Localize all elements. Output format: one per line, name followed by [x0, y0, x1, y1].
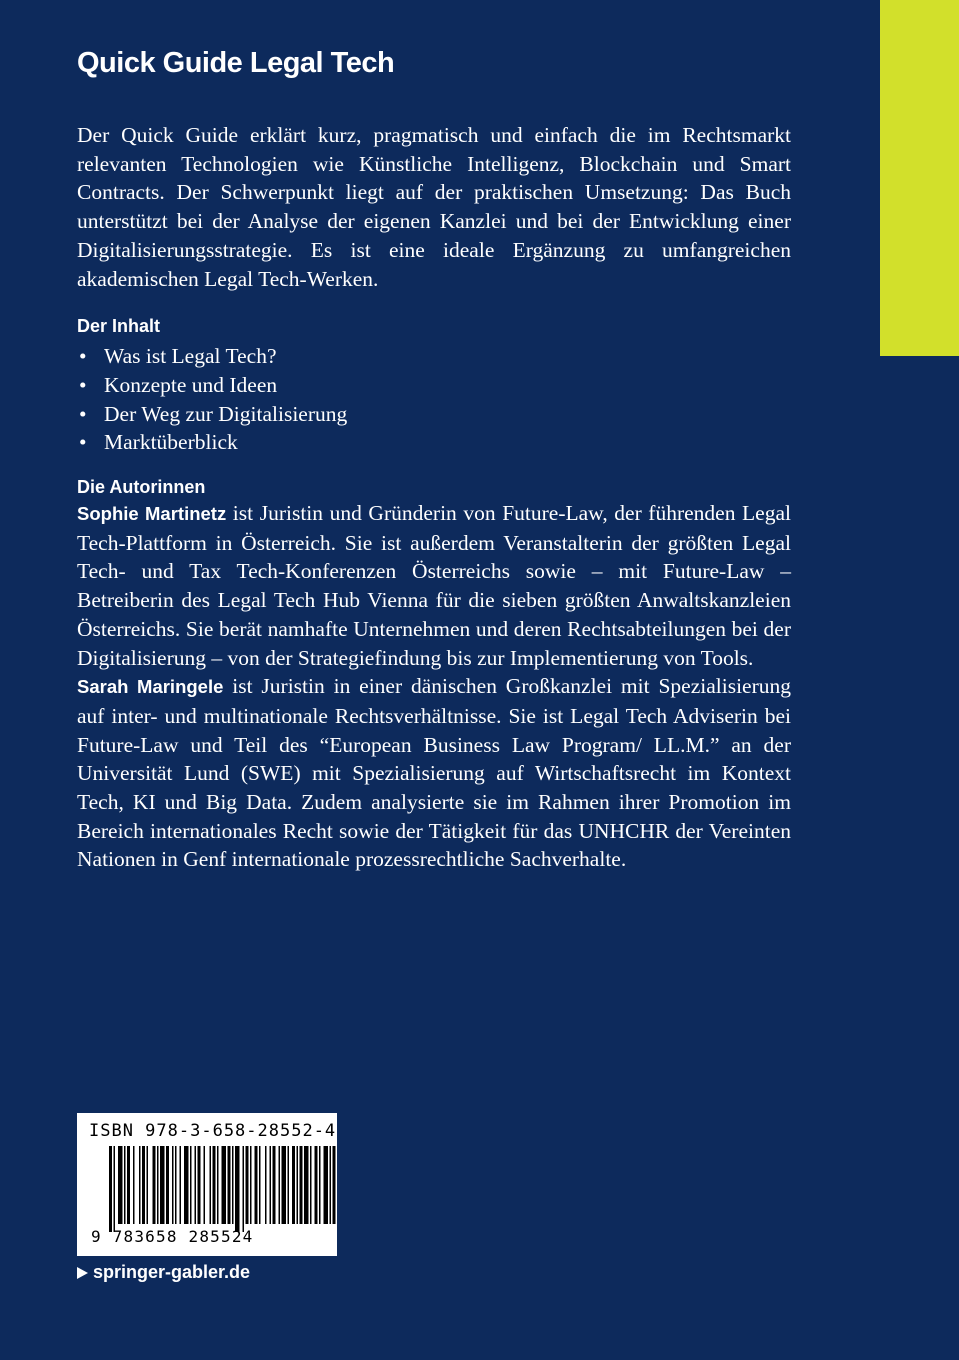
contents-heading: Der Inhalt: [77, 316, 161, 337]
barcode-bar: [195, 1146, 197, 1224]
list-item: • Was ist Legal Tech?: [77, 342, 791, 371]
barcode-bar: [210, 1146, 212, 1224]
barcode-bar: [232, 1146, 234, 1224]
barcode-bar: [153, 1146, 156, 1224]
barcode-bar: [204, 1146, 206, 1224]
isbn-barcode: [77, 1113, 337, 1256]
website-url: springer-gabler.de: [93, 1262, 251, 1282]
barcode-bar: [243, 1146, 245, 1232]
barcode-bar: [330, 1146, 332, 1224]
barcode-bar: [139, 1146, 141, 1224]
barcode-bar: [273, 1146, 276, 1224]
barcode-bar: [304, 1146, 309, 1224]
barcode-bar: [246, 1146, 249, 1224]
barcode-bar: [259, 1146, 261, 1224]
barcode-bar: [282, 1146, 287, 1224]
barcode-bar: [315, 1146, 318, 1224]
barcode-bar: [270, 1146, 272, 1224]
barcode-bar: [124, 1146, 126, 1224]
accent-color-bar: [880, 0, 959, 356]
barcode-bar: [157, 1146, 159, 1224]
barcode-bar: [265, 1146, 267, 1224]
barcode-bar: [235, 1146, 240, 1232]
barcode-bar: [217, 1146, 219, 1224]
barcode-bar: [184, 1146, 189, 1224]
barcode-bar: [114, 1146, 116, 1232]
bullet-icon: •: [79, 372, 87, 397]
barcode-bar: [118, 1146, 123, 1224]
authors-heading: Die Autorinnen: [77, 477, 206, 498]
barcode-bar: [319, 1146, 321, 1224]
barcode-bar: [250, 1146, 252, 1224]
author-text-2: ist Juristin in einer dänischen Großkanzlei mit Spezialisierung auf inter- und multinationale Rechtsverhältnisse. Sie ist Legal Tech Adviserin bei Future-Law und Teil des “European Business Law Program/ LL.M.” an der Universität Lund (SWE) mit Spezialisierung auf Wirtschaftsrecht im Kontext Tech, KI und Big Data. Zudem analysierte sie im Rahmen ihrer Promotion im Bereich internationales Recht sowie der Tätigkeit für das UNHCHR der Vereinten Nationen in Genf internationale prozessrechtliche Sachverhalte.: [77, 674, 791, 872]
barcode-bar: [300, 1146, 303, 1224]
bullet-icon: •: [79, 430, 87, 455]
arrow-right-icon: [77, 1267, 88, 1279]
barcode-bar: [228, 1146, 231, 1224]
barcode-bar: [166, 1146, 169, 1224]
barcode-bar: [198, 1146, 201, 1224]
barcode-bar: [142, 1146, 145, 1224]
website-link[interactable]: [77, 1262, 250, 1283]
back-cover-content: [77, 40, 791, 874]
barcode-bar: [133, 1146, 135, 1224]
barcode-bar: [213, 1146, 216, 1224]
barcode-bar: [279, 1146, 281, 1224]
author-name-1: Sophie Martinetz: [77, 503, 227, 525]
barcode-bar: [255, 1146, 258, 1224]
barcode-bar: [147, 1146, 149, 1224]
author-bio-1: [77, 499, 791, 672]
barcode-bar: [222, 1146, 227, 1224]
barcode-bar: [310, 1146, 312, 1224]
barcode-bar: [172, 1146, 174, 1224]
barcode-bar: [297, 1146, 299, 1224]
author-name-2: Sarah Maringele: [77, 676, 224, 698]
author-bio-2: [77, 672, 791, 874]
barcode-bar: [288, 1146, 290, 1224]
book-title: Quick Guide Legal Tech: [77, 47, 395, 79]
barcode-bar: [127, 1146, 130, 1224]
barcode-bar: [333, 1146, 336, 1224]
intro-paragraph: Der Quick Guide erklärt kurz, pragmatisch und einfach die im Rechtsmarkt relevanten Technologien wie Künstliche Intelligenz, Blockchain und Smart Contracts. Der Schwerpunkt liegt auf der praktischen Umsetzung: Das Buch unterstützt bei der Analyse der eigenen Kanzlei und bei der Entwicklung einer Digitalisierungsstrategie. Es ist eine ideale Ergänzung zu umfangreichen akademischen Legal Tech-Werken.: [77, 123, 791, 291]
list-item: • Marktüberblick: [77, 428, 791, 457]
ean-digits: 9 783658 285524: [91, 1227, 254, 1246]
barcode-bar: [324, 1146, 329, 1224]
author-text-1: ist Juristin und Gründerin von Future-Law, der führenden Legal Tech-Plattform in Österreich. Sie ist außerdem Veranstalterin der größten Legal Tech- und Tax Tech-Konferenzen Österreichs sowie – mit Future-Law – Betreiberin des Legal Tech Hub Vienna für die sieben größten Anwaltskanzleien Österreichs. Sie berät namhafte Unternehmen und deren Rechtsabteilungen bei der Digitalisierung – von der Strategiefindung bis zur Implementierung von Tools.: [77, 501, 791, 670]
bullet-icon: •: [79, 401, 87, 426]
barcode-bar: [292, 1146, 295, 1224]
list-item: • Konzepte und Ideen: [77, 371, 791, 400]
barcode-bar: [175, 1146, 177, 1224]
list-item: • Der Weg zur Digitalisierung: [77, 400, 791, 429]
barcode-bar: [180, 1146, 182, 1224]
isbn-label: ISBN 978-3-658-28552-4: [89, 1121, 337, 1141]
barcode-bar: [160, 1146, 165, 1224]
barcode-bar: [190, 1146, 192, 1224]
bullet-icon: •: [79, 344, 87, 369]
barcode-bar: [109, 1146, 112, 1232]
contents-list: [77, 342, 791, 457]
